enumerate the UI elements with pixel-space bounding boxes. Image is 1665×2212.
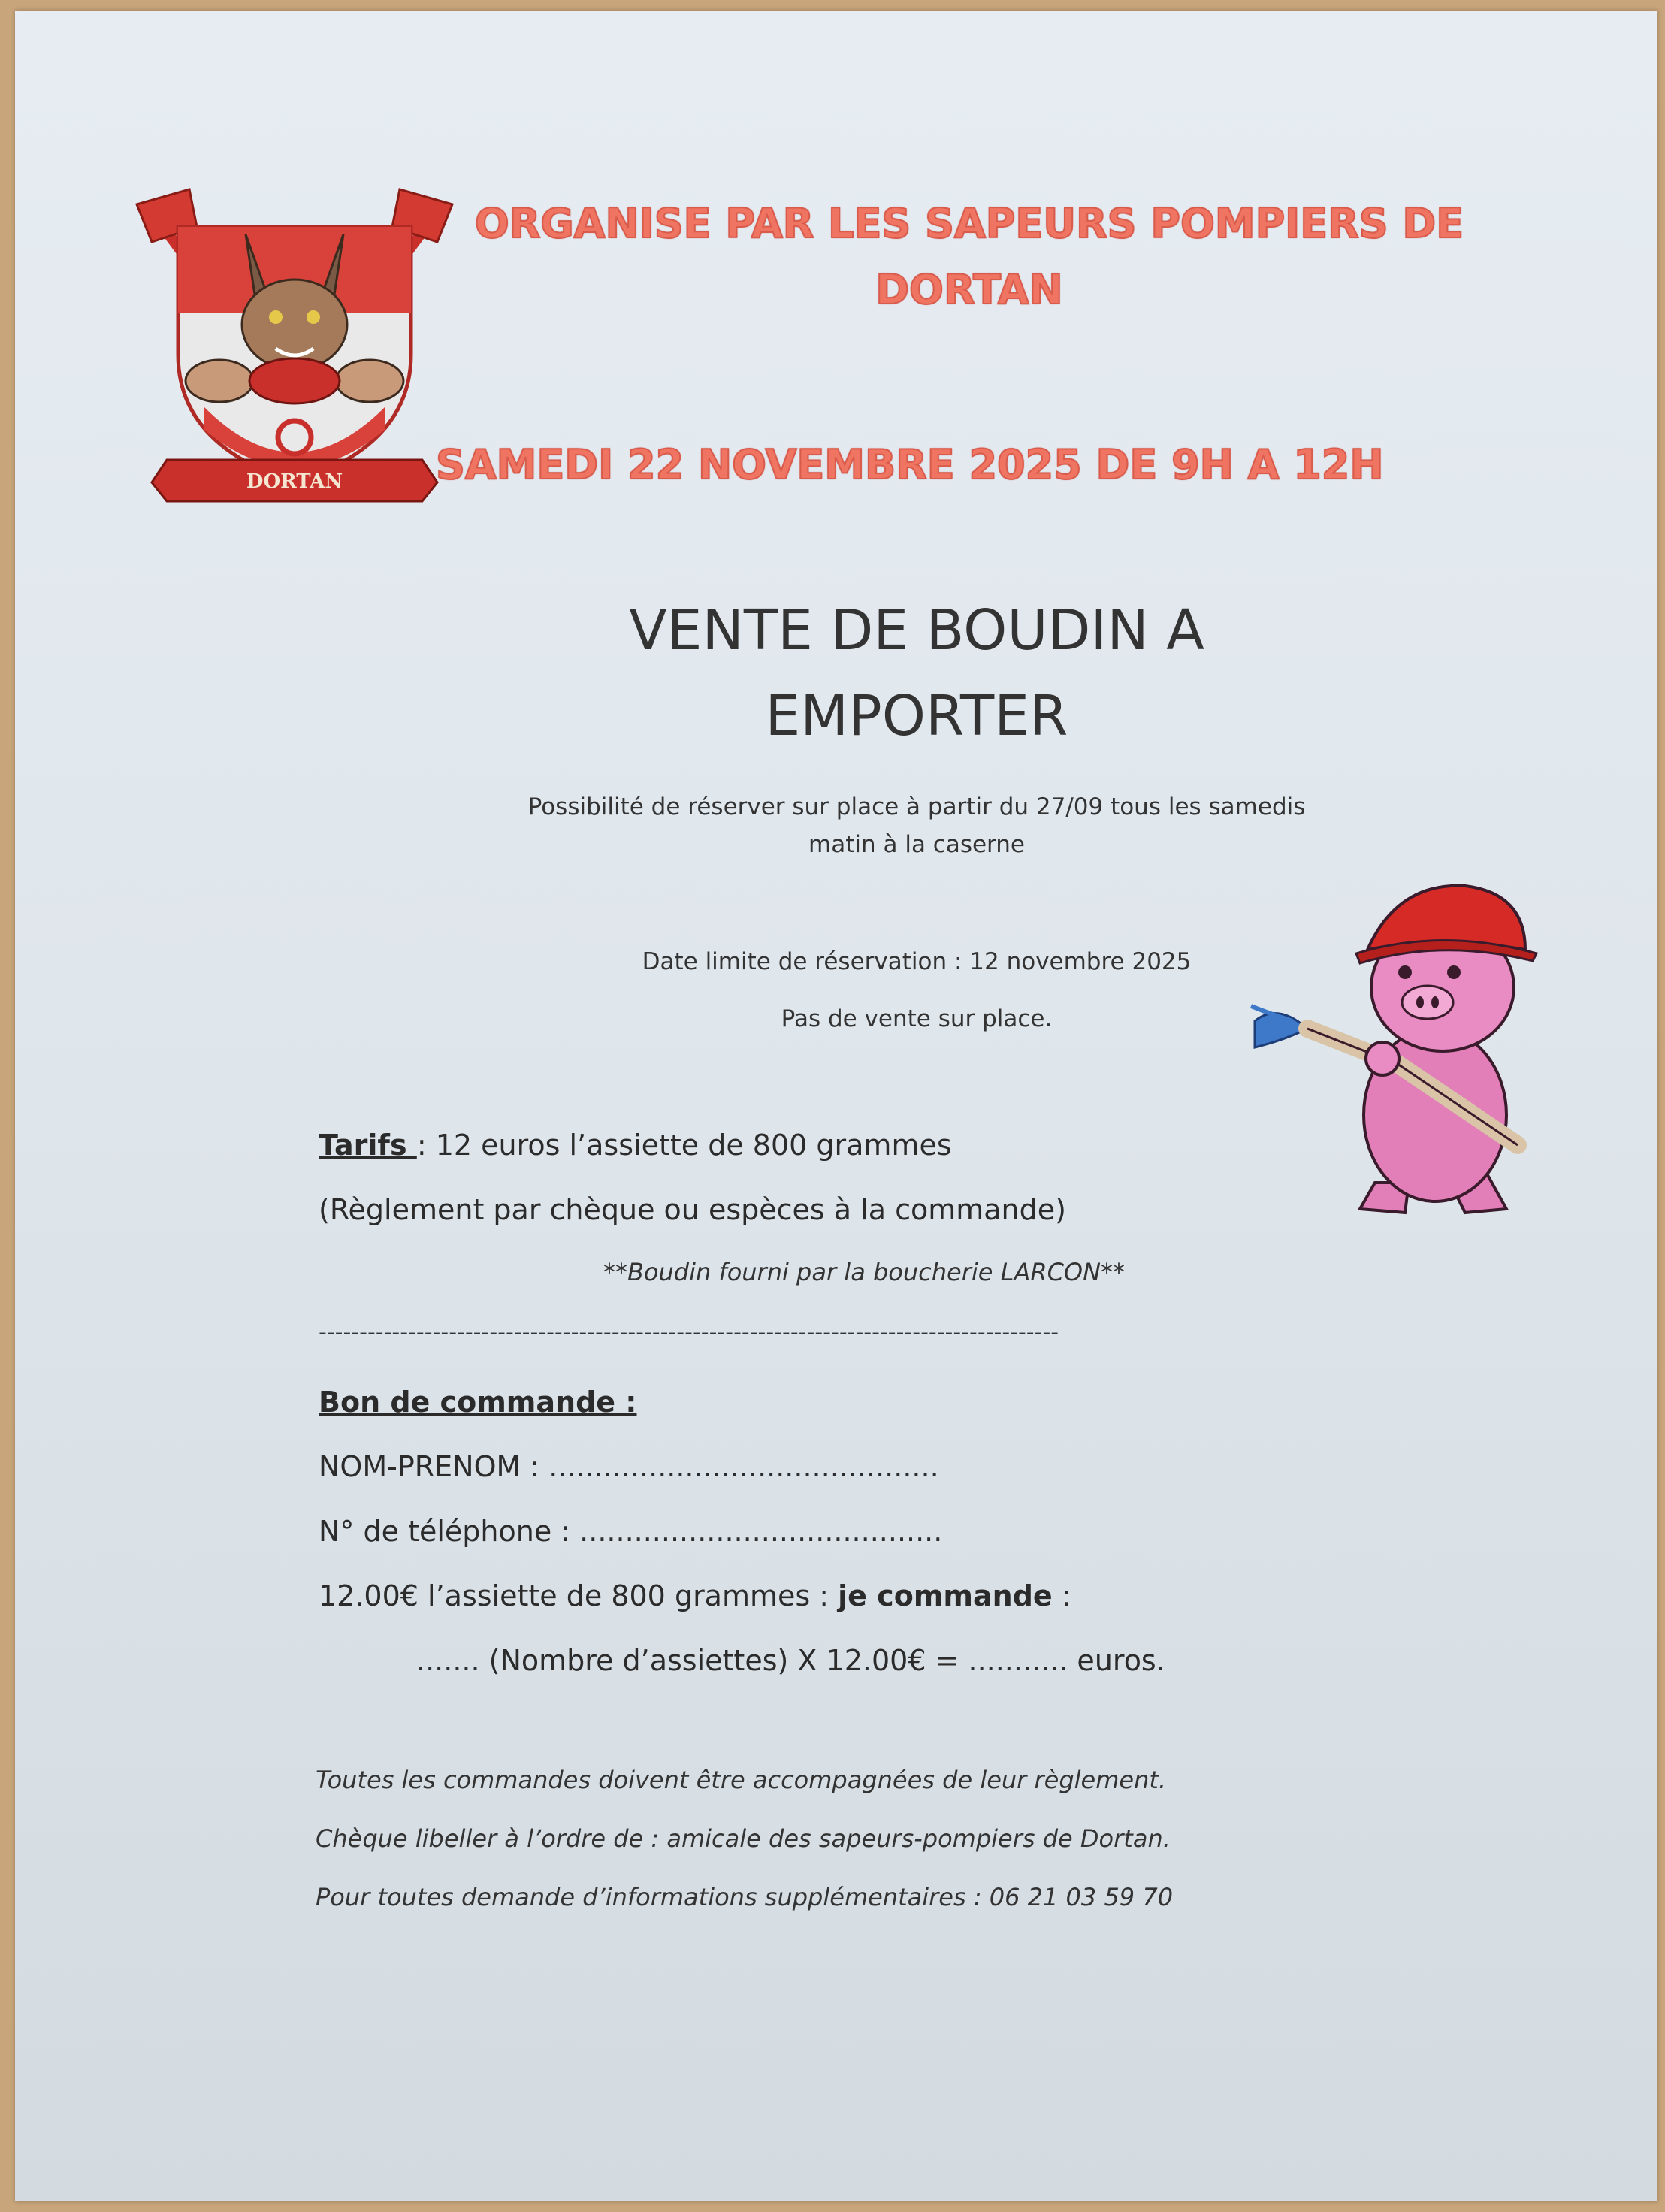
cut-separator: ------------------------------------------------------------------------------------------- (319, 1319, 1059, 1346)
footer-line-3: Pour toutes demande d’informations supplémentaires : 06 21 03 59 70 (316, 1883, 1174, 1911)
tarifs-label: Tarifs (319, 1129, 417, 1162)
payment-methods: (Règlement par chèque ou espèces à la commande) (319, 1193, 1066, 1226)
organizer-line-1: ORGANISE PAR LES SAPEURS POMPIERS DE (474, 200, 1464, 247)
order-keyword: je commande (838, 1579, 1053, 1612)
footer-line-1: Toutes les commandes doivent être accompagnées de leur règlement. (316, 1766, 1167, 1794)
firefighter-lynx-crest-icon (122, 182, 467, 512)
reservation-info-line-1: Possibilité de réserver sur place à partir du 27/09 tous les samedis (527, 793, 1306, 820)
reservation-deadline: Date limite de réservation : 12 novembre 2025 (642, 948, 1192, 975)
tarifs-text: : 12 euros l’assiette de 800 grammes (416, 1129, 952, 1162)
price-line (319, 1579, 1071, 1612)
organizer-line-2: DORTAN (875, 266, 1063, 313)
page-title-line-2: EMPORTER (765, 684, 1068, 748)
tarifs-line (319, 1129, 952, 1162)
no-sale-notice: Pas de vente sur place. (781, 1005, 1053, 1032)
flyer-page (15, 11, 1657, 2201)
logo-banner-text: DORTAN (246, 470, 343, 493)
price-text: 12.00€ l’assiette de 800 grammes : (319, 1579, 839, 1612)
quantity-calculation: ....... (Nombre d’assiettes) X 12.00€ = ........... euros. (416, 1644, 1165, 1677)
name-field: NOM-PRENOM : ........................................... (319, 1450, 939, 1483)
phone-field: N° de téléphone : ........................................ (319, 1515, 943, 1548)
reservation-info-line-2: matin à la caserne (808, 831, 1025, 858)
price-end: : (1052, 1579, 1071, 1612)
event-date: SAMEDI 22 NOVEMBRE 2025 DE 9H A 12H (436, 441, 1384, 488)
order-form-heading: Bon de commande : (319, 1386, 637, 1419)
page-title-line-1: VENTE DE BOUDIN A (629, 598, 1204, 663)
footer-line-2: Chèque libeller à l’ordre de : amicale des sapeurs-pompiers de Dortan. (316, 1824, 1171, 1853)
firefighter-pig-icon (1247, 867, 1578, 1235)
supplier-note: **Boudin fourni par la boucherie LARCON** (603, 1258, 1126, 1286)
